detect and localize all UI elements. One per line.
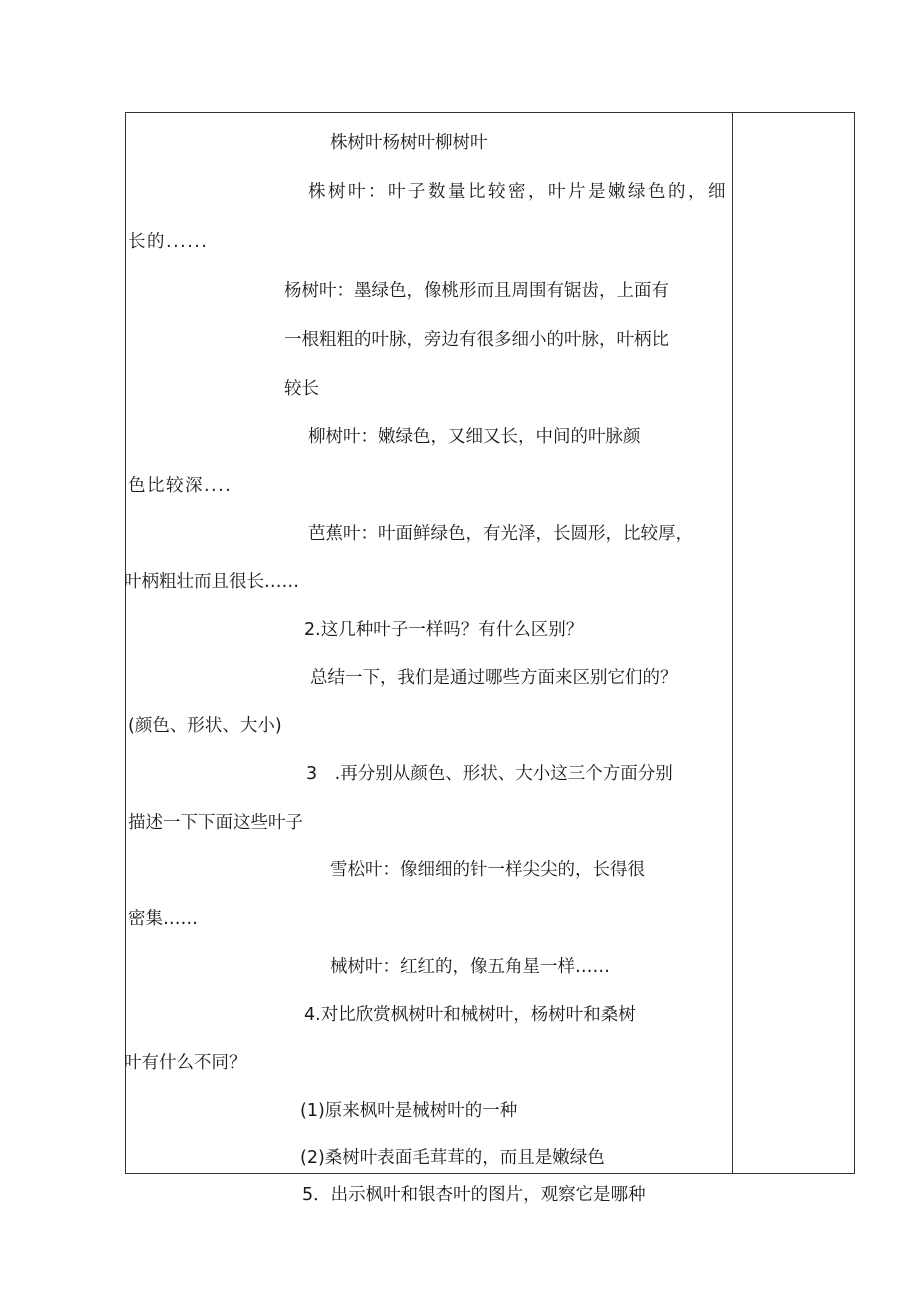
text-line: 一根粗粗的叶脉，旁边有很多细小的叶脉，叶柄比	[284, 330, 669, 350]
list-item-1: (1)原来枫叶是械树叶的一种	[300, 1101, 518, 1121]
text-line: (颜色、形状、大小)	[128, 716, 282, 736]
question-5: 5．出示枫叶和银杏叶的图片，观察它是哪种	[302, 1185, 646, 1205]
table-column-divider	[732, 112, 733, 1174]
text-line: 雪松叶：像细细的针一样尖尖的，长得很	[330, 860, 645, 880]
text-line: 杨树叶：墨绿色，像桃形而且周围有锯齿，上面有	[284, 281, 669, 301]
text-line: 密集……	[128, 909, 198, 929]
text-line: 株树叶：叶子数量比较密，叶片是嫩绿色的，细	[308, 182, 728, 202]
text-line: 叶有什么不同？	[124, 1053, 247, 1073]
list-item-2: (2)桑树叶表面毛茸茸的，而且是嫩绿色	[300, 1148, 605, 1168]
text-line: 较长	[284, 379, 319, 399]
text-line: 色比较深....	[128, 476, 233, 496]
question-3: 3 .再分别从颜色、形状、大小这三个方面分别	[306, 764, 673, 784]
question-2: 2.这几种叶子一样吗？有什么区别？	[304, 620, 584, 640]
question-4: 4.对比欣赏枫树叶和械树叶，杨树叶和桑树	[304, 1005, 636, 1025]
leaf-list-heading: 株树叶杨树叶柳树叶	[330, 133, 488, 153]
text-line: 总结一下，我们是通过哪些方面来区别它们的？	[310, 668, 678, 688]
text-line: 柳树叶：嫩绿色，又细又长，中间的叶脉颜	[308, 427, 641, 447]
text-line: 描述一下下面这些叶子	[128, 813, 303, 833]
text-line: 叶柄粗壮而且很长……	[124, 572, 299, 592]
text-line: 芭蕉叶：叶面鲜绿色，有光泽，长圆形，比较厚，	[308, 524, 693, 544]
text-line: 长的......	[128, 232, 209, 252]
text-line: 械树叶：红红的，像五角星一样……	[330, 957, 610, 977]
